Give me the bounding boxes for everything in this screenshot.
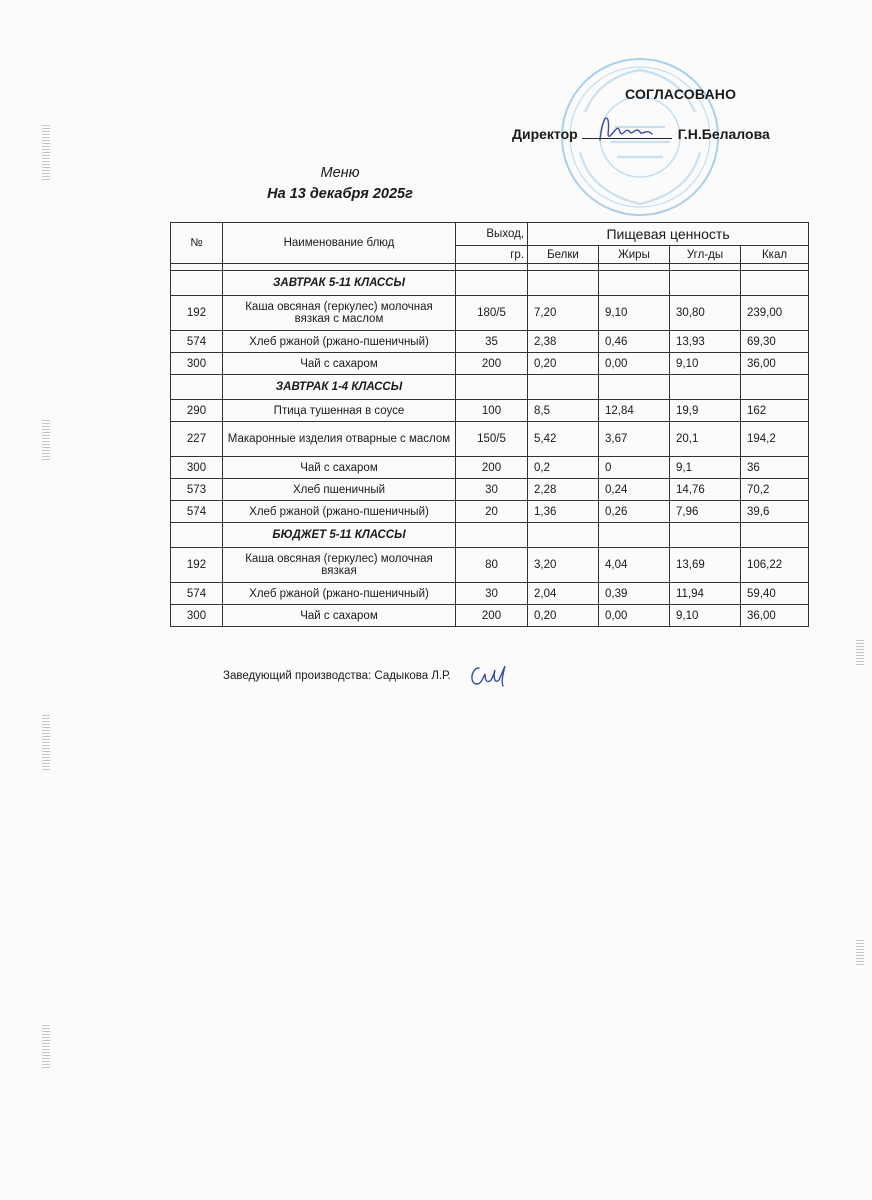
dish-name: Каша овсяная (геркулес) молочная вязкая с маслом: [223, 296, 456, 331]
header-yield: Выход,: [456, 223, 528, 246]
section-empty-cell: [741, 271, 809, 296]
signature-line: [582, 126, 672, 139]
header-kcal: Ккал: [741, 246, 809, 264]
section-empty-cell: [456, 375, 528, 400]
dish-name: Макаронные изделия отварные с маслом: [223, 422, 456, 457]
table-row: [171, 583, 809, 605]
dish-protein: 3,20: [528, 548, 599, 583]
header-fat: Жиры: [599, 246, 670, 264]
dish-kcal: 59,40: [741, 583, 809, 605]
table-row: [171, 331, 809, 353]
table-row: [171, 479, 809, 501]
dish-carbs: 20,1: [670, 422, 741, 457]
dish-kcal: 36: [741, 457, 809, 479]
dish-fat: 12,84: [599, 400, 670, 422]
dish-name: Хлеб ржаной (ржано-пшеничный): [223, 501, 456, 523]
dish-protein: 0,2: [528, 457, 599, 479]
section-empty-cell: [456, 523, 528, 548]
table-row: [171, 422, 809, 457]
dish-number: 192: [171, 296, 223, 331]
dish-carbs: 7,96: [670, 501, 741, 523]
dish-number: 192: [171, 548, 223, 583]
section-empty-cell: [599, 271, 670, 296]
approval-block: [500, 80, 830, 160]
section-empty-cell: [528, 523, 599, 548]
section-empty-cell: [599, 523, 670, 548]
table-row: [171, 400, 809, 422]
approval-title: СОГЛАСОВАНО: [625, 86, 737, 102]
dish-number: 227: [171, 422, 223, 457]
table-row: [171, 501, 809, 523]
dish-number: 574: [171, 331, 223, 353]
dish-kcal: 162: [741, 400, 809, 422]
dish-name: Хлеб пшеничный: [223, 479, 456, 501]
dish-fat: 0: [599, 457, 670, 479]
table-row: [171, 457, 809, 479]
dish-yield: 100: [456, 400, 528, 422]
scan-artifact: [42, 1025, 50, 1070]
dish-protein: 2,04: [528, 583, 599, 605]
director-name: Г.Н.Белалова: [677, 126, 770, 142]
dish-fat: 0,00: [599, 353, 670, 375]
dish-fat: 0,26: [599, 501, 670, 523]
dish-fat: 3,67: [599, 422, 670, 457]
dish-kcal: 70,2: [741, 479, 809, 501]
dish-fat: 0,39: [599, 583, 670, 605]
dish-yield: 30: [456, 583, 528, 605]
section-empty-cell: [670, 271, 741, 296]
dish-protein: 0,20: [528, 353, 599, 375]
dish-yield: 200: [456, 353, 528, 375]
dish-name: Чай с сахаром: [223, 353, 456, 375]
dish-fat: 0,46: [599, 331, 670, 353]
section-empty-cell: [528, 271, 599, 296]
dish-carbs: 13,69: [670, 548, 741, 583]
header-carbs: Угл-ды: [670, 246, 741, 264]
dish-number: 300: [171, 605, 223, 627]
dish-protein: 1,36: [528, 501, 599, 523]
scan-artifact: [42, 715, 50, 770]
header-yield-unit: гр.: [456, 246, 528, 264]
dish-carbs: 9,10: [670, 353, 741, 375]
dish-name: Хлеб ржаной (ржано-пшеничный): [223, 583, 456, 605]
dish-number: 300: [171, 353, 223, 375]
dish-protein: 2,28: [528, 479, 599, 501]
table-row: [171, 296, 809, 331]
dish-yield: 200: [456, 457, 528, 479]
table-header-row: [171, 223, 809, 246]
dish-carbs: 9,1: [670, 457, 741, 479]
dish-yield: 180/5: [456, 296, 528, 331]
director-role: Директор: [512, 126, 578, 142]
dish-yield: 200: [456, 605, 528, 627]
section-title: ЗАВТРАК 5-11 КЛАССЫ: [223, 271, 456, 296]
table-row: [171, 353, 809, 375]
section-empty-cell: [670, 523, 741, 548]
dish-fat: 0,00: [599, 605, 670, 627]
dish-kcal: 36,00: [741, 353, 809, 375]
dish-kcal: 194,2: [741, 422, 809, 457]
dish-yield: 35: [456, 331, 528, 353]
section-empty-cell: [599, 375, 670, 400]
dish-carbs: 19,9: [670, 400, 741, 422]
dish-fat: 9,10: [599, 296, 670, 331]
dish-number: 573: [171, 479, 223, 501]
menu-table: [170, 222, 809, 627]
dish-number: 574: [171, 583, 223, 605]
dish-number: 290: [171, 400, 223, 422]
section-empty-cell: [741, 375, 809, 400]
dish-kcal: 36,00: [741, 605, 809, 627]
header-protein: Белки: [528, 246, 599, 264]
dish-number: 300: [171, 457, 223, 479]
scan-artifact: [856, 640, 864, 665]
section-empty-cell: [528, 375, 599, 400]
dish-kcal: 106,22: [741, 548, 809, 583]
menu-date: На 13 декабря 2025г: [267, 186, 413, 202]
spacer-row: [171, 264, 809, 271]
section-title: БЮДЖЕТ 5-11 КЛАССЫ: [223, 523, 456, 548]
header-name: Наименование блюд: [223, 223, 456, 264]
dish-fat: 4,04: [599, 548, 670, 583]
header-num: №: [171, 223, 223, 264]
dish-yield: 150/5: [456, 422, 528, 457]
section-row: [171, 271, 809, 296]
dish-kcal: 69,30: [741, 331, 809, 353]
dish-protein: 5,42: [528, 422, 599, 457]
scan-artifact: [856, 940, 864, 965]
director-line: [512, 126, 770, 142]
dish-yield: 20: [456, 501, 528, 523]
section-row: [171, 375, 809, 400]
section-num-cell: [171, 523, 223, 548]
dish-name: Чай с сахаром: [223, 457, 456, 479]
section-num-cell: [171, 375, 223, 400]
dish-name: Хлеб ржаной (ржано-пшеничный): [223, 331, 456, 353]
table-row: [171, 548, 809, 583]
menu-title: Меню: [320, 165, 360, 181]
scan-artifact: [42, 420, 50, 460]
section-empty-cell: [456, 271, 528, 296]
dish-fat: 0,24: [599, 479, 670, 501]
section-empty-cell: [741, 523, 809, 548]
dish-kcal: 239,00: [741, 296, 809, 331]
dish-protein: 8,5: [528, 400, 599, 422]
dish-yield: 30: [456, 479, 528, 501]
dish-protein: 7,20: [528, 296, 599, 331]
dish-protein: 2,38: [528, 331, 599, 353]
dish-protein: 0,20: [528, 605, 599, 627]
production-manager-line: Заведующий производства: Садыкова Л.Р.: [223, 670, 451, 682]
section-row: [171, 523, 809, 548]
section-title: ЗАВТРАК 1-4 КЛАССЫ: [223, 375, 456, 400]
section-empty-cell: [670, 375, 741, 400]
menu-heading: [240, 163, 440, 205]
manager-signature: [465, 660, 515, 692]
dish-name: Птица тушенная в соусе: [223, 400, 456, 422]
section-num-cell: [171, 271, 223, 296]
dish-carbs: 11,94: [670, 583, 741, 605]
dish-name: Чай с сахаром: [223, 605, 456, 627]
dish-yield: 80: [456, 548, 528, 583]
dish-carbs: 30,80: [670, 296, 741, 331]
dish-kcal: 39,6: [741, 501, 809, 523]
dish-carbs: 9,10: [670, 605, 741, 627]
dish-number: 574: [171, 501, 223, 523]
dish-carbs: 14,76: [670, 479, 741, 501]
table-row: [171, 605, 809, 627]
dish-name: Каша овсяная (геркулес) молочная вязкая: [223, 548, 456, 583]
dish-carbs: 13,93: [670, 331, 741, 353]
header-nutrition: Пищевая ценность: [528, 223, 809, 246]
scan-artifact: [42, 125, 50, 180]
